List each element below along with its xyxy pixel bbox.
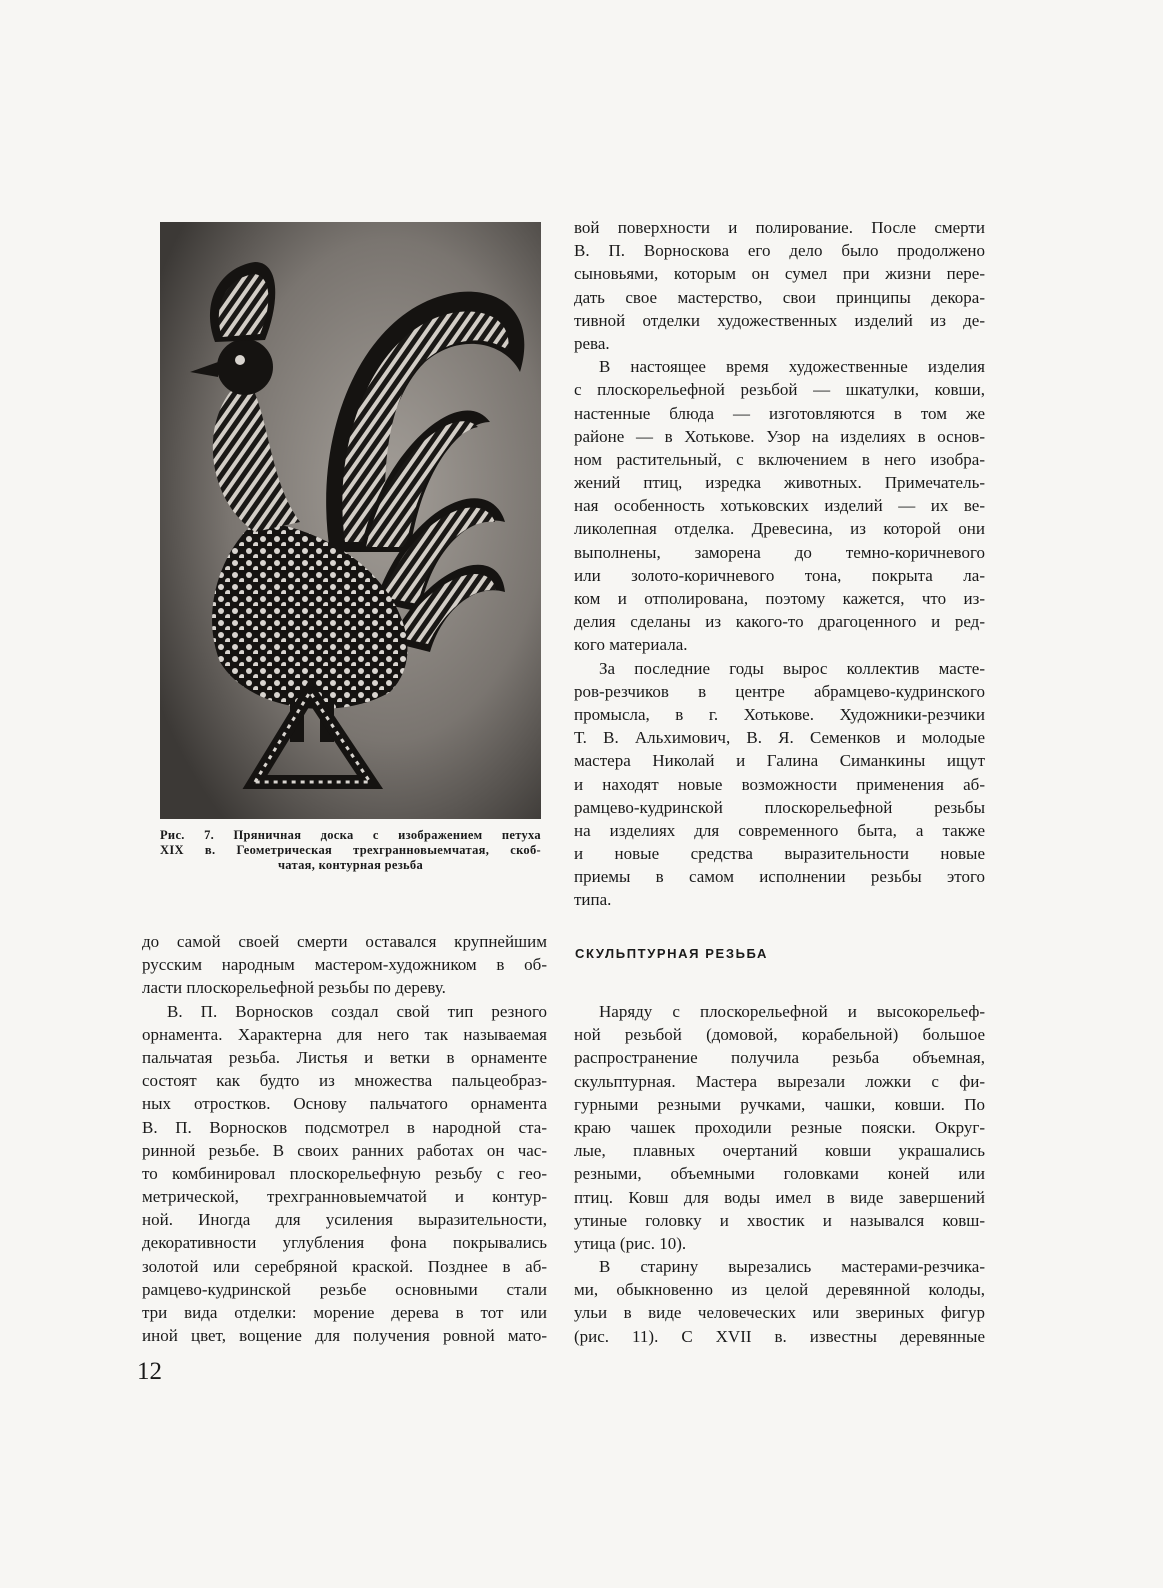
text-line: мастера Николай и Галина Симанкины ищут <box>574 751 985 771</box>
text-line: ласти плоскорельефной резьбы по дереву. <box>142 978 446 998</box>
text-line: распространение получила резьба объемная, <box>574 1048 985 1068</box>
text-line: настенные блюда — изготовляются в том же <box>574 403 985 423</box>
text-line: сыновьями, которым он сумел при жизни пере- <box>574 264 985 284</box>
text-line: метрической, трехгранновыемчатой и контур- <box>142 1187 547 1207</box>
text-line: до самой своей смерти оставался крупнейшим <box>142 932 547 951</box>
text-line: рамцево-кудринской резьбе основными стали <box>142 1279 547 1299</box>
left-column-bottom-text <box>142 930 547 1347</box>
text-line: ном растительный, с включением в него изобра- <box>574 449 985 469</box>
text-line: В. П. Ворносков создал свой тип резного <box>167 1001 547 1021</box>
text-line: гурными резными ручками, чашки, ковши. По <box>574 1094 985 1114</box>
text-line: промысла, в г. Хотькове. Художники-резчики <box>574 704 985 724</box>
caption-line: XIX в. Геометрическая трехгранновыемчатая, скоб- <box>160 843 541 857</box>
text-line: выполнены, заморена до темно-коричневого <box>574 542 985 562</box>
text-line: утица (рис. 10). <box>574 1233 687 1253</box>
text-line: районе — в Хотькове. Узор на изделиях в основ- <box>574 426 985 446</box>
text-line: на изделиях для современного быта, а также <box>574 820 985 840</box>
text-line: три вида отделки: морение дерева в тот или <box>142 1303 547 1322</box>
text-line: краю чашек проходили резные пояски. Округ- <box>574 1117 985 1137</box>
text-line: то комбинировал плоскорельефную резьбу с гео- <box>142 1163 547 1183</box>
text-line: кого материала. <box>574 635 688 655</box>
text-line: ной резьбой (домовой, корабельной) большое <box>574 1025 985 1045</box>
text-line: золотой или серебряной краской. Позднее в аб- <box>142 1256 547 1276</box>
section-heading: СКУЛЬПТУРНАЯ РЕЗЬБА <box>575 946 768 961</box>
caption-line: Рис. 7. Пряничная доска с изображением петуха <box>160 828 541 842</box>
text-line: вой поверхности и полирование. После смерти <box>574 218 985 237</box>
text-line: ринной резьбе. В своих ранних работах он час- <box>142 1140 547 1160</box>
text-line: лые, плавных очертаний ковши украшались <box>574 1141 985 1161</box>
text-line: русским народным мастером-художником в об- <box>142 955 547 975</box>
text-line: и находят новые возможности применения аб- <box>574 774 985 794</box>
text-line: резными, объемными головками коней или <box>574 1164 985 1184</box>
text-line: делия сделаны из какого-то драгоценного и ред- <box>574 612 985 632</box>
text-line: дать свое мастерство, свои принципы декора- <box>574 287 985 307</box>
text-line: ная особенность хотьковских изделий — их ве- <box>574 496 985 516</box>
text-line: (рис. 11). С XVII в. известны деревянные <box>574 1326 985 1346</box>
text-line: жений птиц, изредка животных. Примечатель- <box>574 473 985 493</box>
text-line: состоят как будто из множества пальцеобраз- <box>142 1071 547 1091</box>
text-line: В настоящее время художественные изделия <box>599 357 985 377</box>
text-line: с плоскорельефной резьбой — шкатулки, ковши, <box>574 380 985 400</box>
text-line: ульи в виде человеческих или звериных фигур <box>574 1303 985 1323</box>
text-line: утиные головку и хвостик и назывался ковш- <box>574 1210 985 1230</box>
text-line: птиц. Ковш для воды имел в виде завершений <box>574 1187 985 1207</box>
page-number: 12 <box>137 1358 162 1385</box>
text-line: и новые средства выразительности новые <box>574 844 985 864</box>
caption-line: чатая, контурная резьба <box>277 858 424 872</box>
rooster-gingerbread-board-photo <box>160 222 541 819</box>
text-line: иной цвет, вощение для получения ровной мато- <box>142 1326 547 1346</box>
text-line: рамцево-кудринской плоскорельефной резьбы <box>574 797 985 817</box>
text-line: ров-резчиков в центре абрамцево-кудринского <box>574 681 985 701</box>
text-line: В. П. Ворносков подсмотрел в народной ста- <box>142 1117 547 1137</box>
text-line: Т. В. Альхимович, В. Я. Семенков и молодые <box>574 728 985 748</box>
text-line: ной. Иногда для усиления выразительности, <box>142 1210 547 1230</box>
text-line: Наряду с плоскорельефной и высокорельеф- <box>599 1002 985 1021</box>
text-line: ных отростков. Основу пальчатого орнамента <box>142 1094 547 1114</box>
text-line: ком и отполирована, поэтому кажется, что из- <box>574 589 985 608</box>
text-line: рева. <box>574 333 610 353</box>
right-column-bottom-text <box>574 1000 985 1348</box>
text-line: тивной отделки художественных изделий из де- <box>574 310 985 330</box>
text-line: ми, обыкновенно из целой деревянной колоды, <box>574 1280 985 1300</box>
text-line: или золото-коричневого тона, покрыта ла- <box>574 565 985 585</box>
figure-caption <box>160 828 541 873</box>
text-line: В. П. Ворноскова его дело было продолжено <box>574 241 985 261</box>
right-column-top-text <box>574 216 985 912</box>
text-line: В старину вырезались мастерами-резчика- <box>599 1257 985 1277</box>
text-line: скульптурная. Мастера вырезали ложки с фи- <box>574 1071 985 1091</box>
text-line: За последние годы вырос коллектив масте- <box>599 658 985 678</box>
text-line: орнамента. Характерна для него так называемая <box>142 1024 547 1044</box>
text-line: приемы в самом исполнении резьбы этого <box>574 867 985 887</box>
text-line: декоративности углубления фона покрывались <box>142 1233 547 1253</box>
text-line: ликолепная отделка. Древесина, из которой они <box>574 519 985 539</box>
text-line: типа. <box>574 890 612 910</box>
text-line: пальчатая резьба. Листья и ветки в орнаменте <box>142 1047 547 1067</box>
